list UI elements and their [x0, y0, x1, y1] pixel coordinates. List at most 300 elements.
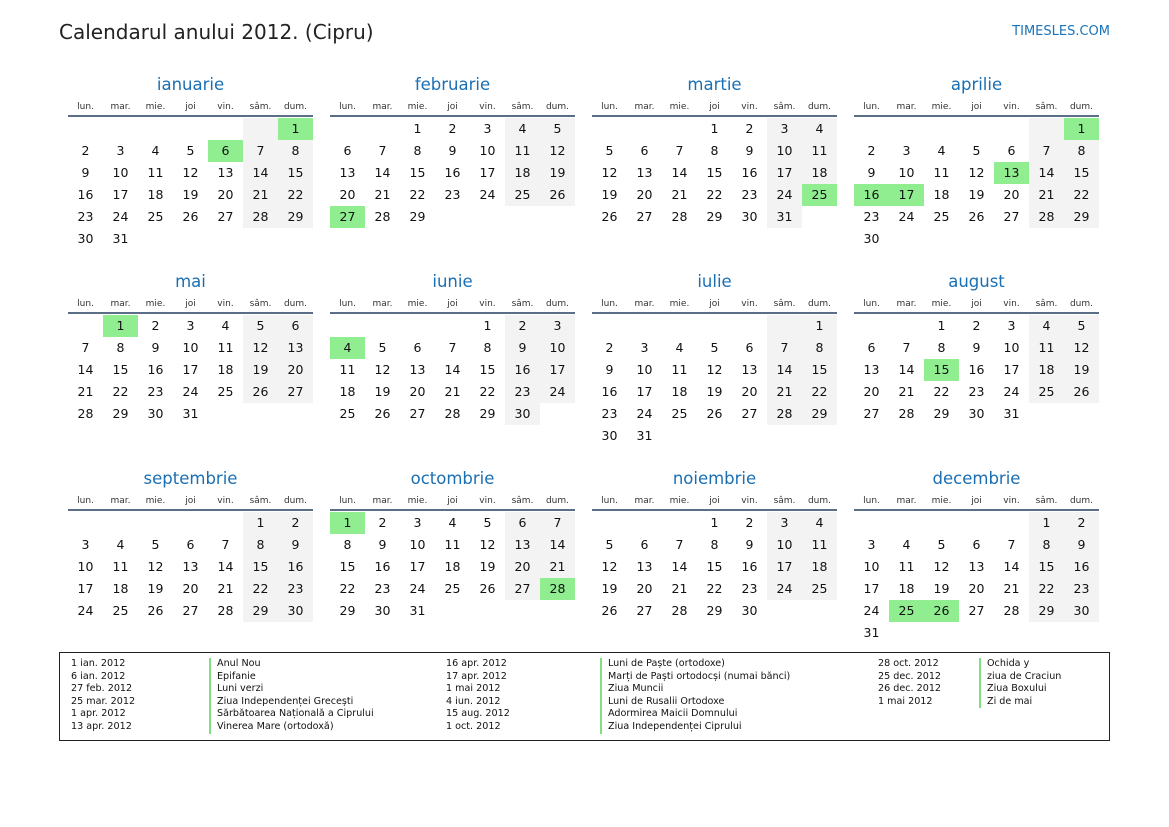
day-grid	[330, 315, 575, 425]
weekday-label: dum.	[283, 102, 308, 112]
day-cell: 27	[182, 603, 199, 618]
day-cell: 23	[741, 187, 758, 202]
weekday-label: joi	[709, 496, 720, 506]
weekday-label: mie.	[145, 102, 166, 112]
day-cell: 12	[374, 362, 391, 377]
day-cell: 19	[147, 581, 164, 596]
weekday-label: lun.	[77, 102, 94, 112]
day-cell: 29	[1064, 206, 1099, 228]
day-cell: 20	[636, 187, 653, 202]
empty-cell	[330, 118, 365, 140]
day-cell: 8	[937, 340, 946, 355]
day-cell: 27	[330, 206, 365, 228]
weekday-label: lun.	[339, 496, 356, 506]
day-cell: 12	[479, 537, 496, 552]
day-cell: 19	[706, 384, 723, 399]
day-cell: 6	[208, 140, 243, 162]
day-cell: 11	[147, 165, 164, 180]
day-cell: 15	[278, 162, 313, 184]
weekday-label: joi	[709, 102, 720, 112]
day-cell: 2	[448, 121, 457, 136]
weekday-label: sâm.	[249, 102, 272, 112]
day-cell: 7	[540, 512, 575, 534]
day-cell: 14	[77, 362, 94, 377]
legend-date: 13 apr. 2012	[71, 721, 132, 732]
day-cell: 28	[77, 406, 94, 421]
weekday-label: lun.	[601, 102, 618, 112]
day-cell: 8	[343, 537, 352, 552]
day-cell: 25	[217, 384, 234, 399]
day-cell: 4	[330, 337, 365, 359]
day-cell: 22	[339, 581, 356, 596]
weekday-label: mar.	[896, 299, 917, 309]
empty-cell	[138, 512, 173, 534]
day-cell: 18	[898, 581, 915, 596]
legend-holiday-name: Sărbătoarea Națională a Ciprului	[209, 708, 374, 721]
empty-cell	[924, 118, 959, 140]
empty-cell	[1029, 118, 1064, 140]
day-cell: 28	[898, 406, 915, 421]
weekday-label: dum.	[1069, 102, 1094, 112]
day-cell: 15	[706, 559, 723, 574]
day-cell: 3	[640, 340, 649, 355]
weekday-label: lun.	[601, 496, 618, 506]
day-cell: 5	[605, 537, 614, 552]
day-cell: 3	[767, 512, 802, 534]
day-cell: 18	[1029, 359, 1064, 381]
month-name: decembrie	[932, 469, 1021, 488]
day-cell: 21	[1003, 581, 1020, 596]
day-cell: 28	[1029, 206, 1064, 228]
day-cell: 28	[444, 406, 461, 421]
day-cell: 24	[409, 581, 426, 596]
day-cell: 14	[1029, 162, 1064, 184]
day-cell: 17	[409, 559, 426, 574]
day-cell: 29	[409, 209, 426, 224]
day-cell: 6	[1007, 143, 1016, 158]
day-cell: 15	[243, 556, 278, 578]
empty-cell	[173, 512, 208, 534]
day-cell: 20	[409, 384, 426, 399]
day-cell: 13	[968, 559, 985, 574]
month-name: februarie	[414, 75, 491, 94]
day-cell: 24	[863, 603, 880, 618]
weekday-label: vin.	[217, 102, 234, 112]
legend-holiday-name: Adormirea Maicii Domnului	[600, 708, 737, 721]
day-cell: 23	[505, 381, 540, 403]
empty-cell	[889, 315, 924, 337]
weekday-header	[854, 295, 1099, 314]
month-septembrie	[68, 466, 313, 663]
day-cell: 25	[933, 209, 950, 224]
day-cell: 4	[116, 537, 125, 552]
day-cell: 16	[77, 187, 94, 202]
day-cell: 3	[413, 515, 422, 530]
day-cell: 31	[112, 231, 129, 246]
day-cell: 14	[898, 362, 915, 377]
day-cell: 21	[217, 581, 234, 596]
day-cell: 16	[601, 384, 618, 399]
day-cell: 4	[902, 537, 911, 552]
legend-holiday-name: Luni de Rusalii Ortodoxe	[600, 696, 724, 709]
day-cell: 28	[671, 209, 688, 224]
site-link[interactable]: TIMESLES.COM	[1012, 24, 1110, 39]
day-cell: 22	[112, 384, 129, 399]
month-iunie	[330, 269, 575, 466]
day-cell: 7	[378, 143, 387, 158]
day-cell: 7	[767, 337, 802, 359]
day-cell: 17	[1003, 362, 1020, 377]
day-cell: 1	[278, 118, 313, 140]
day-cell: 30	[374, 603, 391, 618]
weekday-header	[592, 492, 837, 511]
weekday-label: mar.	[110, 496, 131, 506]
weekday-label: mie.	[407, 496, 428, 506]
day-cell: 29	[706, 603, 723, 618]
month-aprilie	[854, 72, 1099, 269]
day-cell: 19	[1064, 359, 1099, 381]
day-cell: 19	[182, 187, 199, 202]
weekday-label: mar.	[372, 496, 393, 506]
day-cell: 9	[1064, 534, 1099, 556]
weekday-label: joi	[971, 496, 982, 506]
empty-cell	[68, 315, 103, 337]
weekday-label: vin.	[741, 299, 758, 309]
day-cell: 28	[540, 578, 575, 600]
month-iulie	[592, 269, 837, 466]
weekday-label: vin.	[1003, 299, 1020, 309]
weekday-label: dum.	[1069, 299, 1094, 309]
day-grid	[854, 512, 1099, 644]
day-cell: 17	[479, 165, 496, 180]
day-grid	[854, 315, 1099, 425]
day-cell: 2	[81, 143, 90, 158]
day-cell: 4	[151, 143, 160, 158]
day-cell: 12	[1064, 337, 1099, 359]
month-name: ianuarie	[156, 75, 225, 94]
empty-cell	[924, 512, 959, 534]
empty-cell	[68, 118, 103, 140]
legend-date: 1 ian. 2012	[71, 658, 126, 669]
day-cell: 24	[540, 381, 575, 403]
weekday-label: lun.	[601, 299, 618, 309]
weekday-label: lun.	[339, 102, 356, 112]
weekday-label: lun.	[339, 299, 356, 309]
day-cell: 29	[706, 209, 723, 224]
empty-cell	[365, 315, 400, 337]
day-cell: 31	[182, 406, 199, 421]
day-cell: 7	[675, 537, 684, 552]
day-cell: 9	[605, 362, 614, 377]
day-cell: 16	[278, 556, 313, 578]
day-cell: 5	[483, 515, 492, 530]
day-cell: 15	[479, 362, 496, 377]
weekday-label: joi	[709, 299, 720, 309]
day-cell: 16	[444, 165, 461, 180]
day-cell: 17	[636, 384, 653, 399]
day-cell: 30	[278, 600, 313, 622]
day-cell: 16	[854, 184, 889, 206]
day-cell: 17	[767, 162, 802, 184]
day-cell: 15	[112, 362, 129, 377]
day-cell: 25	[802, 184, 837, 206]
day-cell: 7	[675, 143, 684, 158]
day-cell: 27	[217, 209, 234, 224]
day-cell: 9	[278, 534, 313, 556]
weekday-label: lun.	[77, 496, 94, 506]
day-cell: 11	[671, 362, 688, 377]
day-cell: 10	[863, 559, 880, 574]
weekday-label: mie.	[931, 299, 952, 309]
day-cell: 1	[413, 121, 422, 136]
day-cell: 29	[479, 406, 496, 421]
day-cell: 4	[505, 118, 540, 140]
day-cell: 17	[182, 362, 199, 377]
day-cell: 23	[1064, 578, 1099, 600]
day-cell: 8	[413, 143, 422, 158]
day-cell: 19	[243, 359, 278, 381]
legend-holiday-name: Ziua Boxului	[979, 683, 1047, 696]
empty-cell	[592, 118, 627, 140]
day-cell: 5	[710, 340, 719, 355]
day-cell: 13	[409, 362, 426, 377]
weekday-label: sâm.	[511, 102, 534, 112]
day-cell: 29	[339, 603, 356, 618]
day-cell: 23	[601, 406, 618, 421]
day-cell: 1	[710, 515, 719, 530]
day-cell: 14	[1003, 559, 1020, 574]
empty-cell	[627, 315, 662, 337]
day-cell: 31	[1003, 406, 1020, 421]
weekday-label: vin.	[479, 102, 496, 112]
day-cell: 4	[802, 512, 837, 534]
day-cell: 28	[1003, 603, 1020, 618]
day-cell: 3	[81, 537, 90, 552]
empty-cell	[173, 118, 208, 140]
day-cell: 28	[243, 206, 278, 228]
day-cell: 2	[151, 318, 160, 333]
weekday-label: mie.	[407, 102, 428, 112]
weekday-label: mar.	[110, 102, 131, 112]
day-cell: 21	[77, 384, 94, 399]
day-cell: 2	[605, 340, 614, 355]
day-cell: 3	[1007, 318, 1016, 333]
day-cell: 31	[767, 206, 802, 228]
empty-cell	[994, 118, 1029, 140]
day-cell: 18	[339, 384, 356, 399]
day-cell: 23	[278, 578, 313, 600]
day-cell: 20	[1003, 187, 1020, 202]
day-grid	[854, 118, 1099, 250]
empty-cell	[208, 512, 243, 534]
day-cell: 27	[278, 381, 313, 403]
day-cell: 7	[81, 340, 90, 355]
day-cell: 25	[444, 581, 461, 596]
day-cell: 13	[278, 337, 313, 359]
empty-cell	[662, 512, 697, 534]
empty-cell	[662, 315, 697, 337]
day-cell: 18	[147, 187, 164, 202]
day-cell: 29	[933, 406, 950, 421]
empty-cell	[103, 512, 138, 534]
legend-holiday-name: Ziua Independenței Grecești	[209, 696, 353, 709]
day-cell: 22	[278, 184, 313, 206]
day-cell: 4	[675, 340, 684, 355]
day-cell: 29	[278, 206, 313, 228]
day-cell: 11	[339, 362, 356, 377]
day-cell: 18	[933, 187, 950, 202]
day-cell: 27	[636, 209, 653, 224]
day-cell: 10	[898, 165, 915, 180]
day-cell: 10	[767, 534, 802, 556]
day-cell: 21	[243, 184, 278, 206]
day-cell: 30	[741, 209, 758, 224]
weekday-label: joi	[447, 299, 458, 309]
weekday-label: lun.	[863, 299, 880, 309]
weekday-header	[592, 98, 837, 117]
day-cell: 12	[540, 140, 575, 162]
weekday-label: sâm.	[773, 299, 796, 309]
day-cell: 30	[505, 403, 540, 425]
month-name: octombrie	[410, 469, 495, 488]
weekday-label: joi	[971, 102, 982, 112]
day-cell: 3	[902, 143, 911, 158]
empty-cell	[662, 118, 697, 140]
day-cell: 3	[186, 318, 195, 333]
day-cell: 6	[186, 537, 195, 552]
month-martie	[592, 72, 837, 269]
day-cell: 24	[1003, 384, 1020, 399]
day-cell: 17	[112, 187, 129, 202]
day-cell: 14	[767, 359, 802, 381]
day-grid	[592, 315, 837, 447]
day-cell: 12	[933, 559, 950, 574]
day-cell: 20	[968, 581, 985, 596]
day-cell: 26	[601, 209, 618, 224]
day-cell: 27	[741, 406, 758, 421]
day-cell: 6	[343, 143, 352, 158]
weekday-label: joi	[971, 299, 982, 309]
day-cell: 11	[802, 534, 837, 556]
day-cell: 13	[339, 165, 356, 180]
day-cell: 28	[217, 603, 234, 618]
day-cell: 20	[339, 187, 356, 202]
day-cell: 9	[745, 537, 754, 552]
month-name: mai	[175, 272, 206, 291]
day-cell: 16	[968, 362, 985, 377]
day-cell: 23	[147, 384, 164, 399]
day-grid	[330, 118, 575, 228]
day-cell: 15	[706, 165, 723, 180]
day-cell: 19	[933, 581, 950, 596]
day-cell: 16	[374, 559, 391, 574]
day-cell: 26	[147, 603, 164, 618]
day-cell: 26	[374, 406, 391, 421]
day-cell: 5	[540, 118, 575, 140]
empty-cell	[592, 512, 627, 534]
day-cell: 12	[968, 165, 985, 180]
day-cell: 21	[1029, 184, 1064, 206]
page-title: Calendarul anului 2012. (Cipru)	[59, 20, 374, 44]
day-cell: 23	[374, 581, 391, 596]
day-cell: 23	[77, 209, 94, 224]
month-august	[854, 269, 1099, 466]
day-cell: 6	[413, 340, 422, 355]
weekday-label: vin.	[1003, 102, 1020, 112]
day-cell: 14	[540, 534, 575, 556]
day-cell: 12	[182, 165, 199, 180]
weekday-label: dum.	[545, 299, 570, 309]
day-cell: 5	[186, 143, 195, 158]
day-cell: 26	[182, 209, 199, 224]
day-cell: 13	[505, 534, 540, 556]
day-cell: 6	[505, 512, 540, 534]
day-cell: 3	[867, 537, 876, 552]
day-cell: 8	[278, 140, 313, 162]
day-cell: 14	[374, 165, 391, 180]
day-cell: 11	[112, 559, 129, 574]
empty-cell	[435, 315, 470, 337]
empty-cell	[854, 512, 889, 534]
day-cell: 10	[112, 165, 129, 180]
legend-holiday-name: Ziua Muncii	[600, 683, 663, 696]
day-cell: 2	[505, 315, 540, 337]
day-cell: 21	[444, 384, 461, 399]
legend-date: 1 oct. 2012	[446, 721, 501, 732]
legend-date: 25 mar. 2012	[71, 695, 136, 707]
empty-cell	[592, 315, 627, 337]
day-cell: 4	[937, 143, 946, 158]
day-grid	[68, 118, 313, 250]
weekday-label: mie.	[669, 496, 690, 506]
day-cell: 21	[671, 187, 688, 202]
day-cell: 19	[601, 581, 618, 596]
day-cell: 24	[112, 209, 129, 224]
day-cell: 3	[116, 143, 125, 158]
day-cell: 22	[933, 384, 950, 399]
day-cell: 16	[741, 559, 758, 574]
day-cell: 30	[863, 231, 880, 246]
day-cell: 23	[863, 209, 880, 224]
day-cell: 31	[863, 625, 880, 640]
legend-holiday-name: Luni de Paște (ortodoxe)	[600, 658, 725, 671]
weekday-label: mar.	[634, 102, 655, 112]
empty-cell	[400, 315, 435, 337]
empty-cell	[767, 315, 802, 337]
day-cell: 3	[767, 118, 802, 140]
day-cell: 19	[968, 187, 985, 202]
empty-cell	[103, 118, 138, 140]
weekday-label: dum.	[1069, 496, 1094, 506]
legend-date: 17 apr. 2012	[446, 670, 507, 682]
day-cell: 29	[112, 406, 129, 421]
weekday-label: mar.	[896, 102, 917, 112]
day-cell: 15	[1029, 556, 1064, 578]
day-cell: 6	[278, 315, 313, 337]
day-cell: 29	[802, 403, 837, 425]
weekday-label: dum.	[807, 299, 832, 309]
day-cell: 7	[1007, 537, 1016, 552]
weekday-label: joi	[185, 102, 196, 112]
day-cell: 11	[444, 537, 461, 552]
weekday-label: joi	[447, 102, 458, 112]
weekday-label: sâm.	[1035, 102, 1058, 112]
day-cell: 1	[330, 512, 365, 534]
day-cell: 18	[671, 384, 688, 399]
empty-cell	[243, 118, 278, 140]
day-cell: 2	[278, 512, 313, 534]
day-cell: 26	[479, 581, 496, 596]
